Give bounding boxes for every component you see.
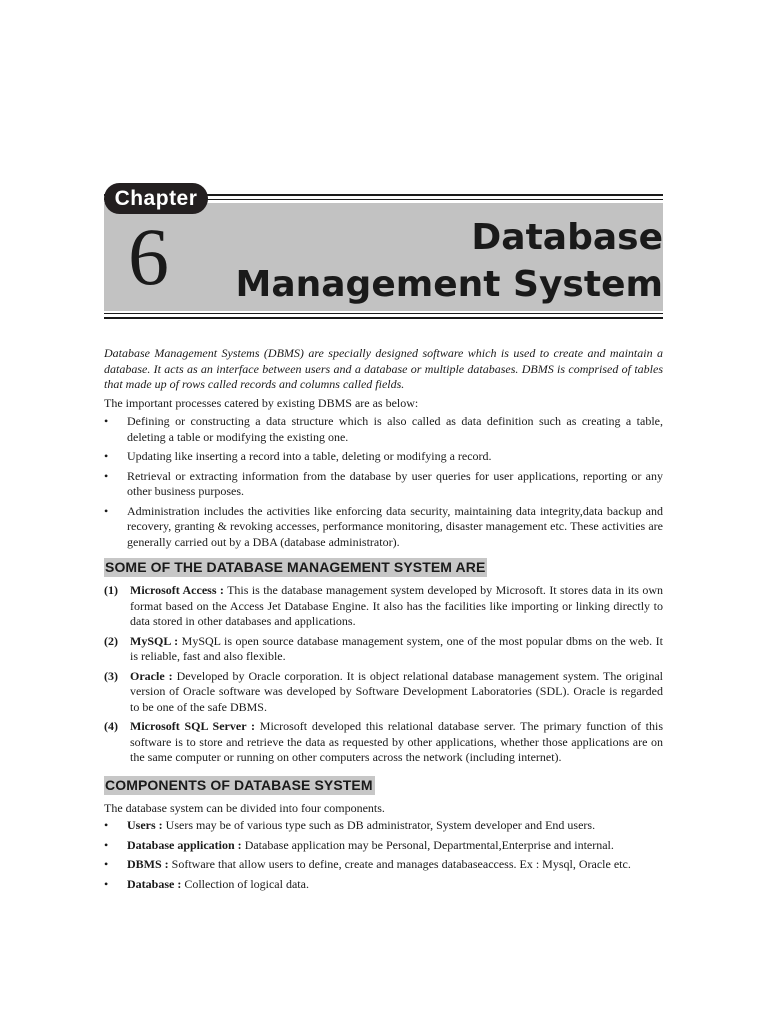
list-item: [104, 877, 663, 893]
list-item: • Administration includes the activities like enforcing data security, maintaining data integrity,data backup and recovery, granting & revoking accesses, performance monitoring, disaster management etc. These activities are generally carried out by a DBA (database administrator).: [104, 504, 663, 551]
item-term: Database :: [127, 876, 182, 891]
item-text: Software that allow users to define, create and manages databaseaccess. Ex : Mysql, Oracle etc.: [168, 857, 631, 871]
chapter-tab: Chapter: [104, 183, 208, 214]
item-number: (2): [104, 633, 118, 648]
chapter-title-line2: Management System: [235, 264, 663, 305]
list-item: [104, 838, 663, 854]
list-item: • Defining or constructing a data structure which is also called as data definition such as creating a table, deleting a table or modifying the existing one.: [104, 414, 663, 445]
chapter-body: [104, 346, 663, 896]
header-bottom-rule: [104, 317, 663, 319]
list-item: [104, 583, 663, 630]
components-list: [104, 818, 663, 892]
list-item: [104, 719, 663, 766]
list-item: [104, 818, 663, 834]
processes-lead: The important processes catered by existing DBMS are as below:: [104, 395, 419, 410]
item-term: Users :: [127, 818, 163, 832]
section-heading-dbms-list: SOME OF THE DATABASE MANAGEMENT SYSTEM ARE: [105, 559, 486, 575]
item-number: (4): [104, 719, 118, 733]
list-item: [104, 857, 663, 873]
item-text: Collection of logical data.: [181, 876, 309, 891]
item-term: DBMS :: [127, 857, 169, 871]
item-term: MySQL :: [130, 633, 179, 648]
section-heading-components: COMPONENTS OF DATABASE SYSTEM: [105, 776, 373, 793]
item-text: Developed by Oracle corporation. It is object relational database management system. The original version of Oracle software was developed by Software Development Laboratories (SDL). Oracle is regarded to be one of the safe DBMS.: [130, 668, 663, 714]
processes-list: [104, 414, 663, 550]
dbms-list: [104, 583, 663, 766]
intro-paragraph: Database Management Systems (DBMS) are specially designed software which is used to create and maintain a database. It acts as an interface between users and a database or multiple databases. DBMS is comprised of tables that made up of rows called records and columns called fields.: [104, 346, 663, 391]
item-term: Database application :: [127, 837, 242, 852]
list-item: • Retrieval or extracting information from the database by user queries for user applications, reporting or any other business purposes.: [104, 469, 663, 500]
chapter-title-line1: Database: [471, 217, 663, 258]
item-text: Microsoft developed this relational database server. The primary function of this software is to store and retrieve the data as requested by other applications, whether those applications are on the same computer or running on other computers across the network (including internet).: [130, 719, 664, 764]
header-bottom-rule-thin: [104, 313, 663, 314]
list-item: [104, 634, 663, 665]
item-number: (1): [104, 583, 118, 597]
item-number: (3): [104, 668, 118, 683]
components-lead: The database system can be divided into four components.: [104, 800, 385, 815]
list-item: [104, 669, 663, 716]
item-term: Microsoft Access :: [130, 583, 224, 597]
chapter-number: 6: [128, 211, 169, 302]
item-text: Database application may be Personal, Departmental,Enterprise and internal.: [241, 837, 614, 852]
item-term: Oracle :: [130, 668, 173, 683]
item-text: Users may be of various type such as DB administrator, System developer and End users.: [162, 818, 596, 832]
chapter-title: [236, 214, 663, 308]
list-item: • Updating like inserting a record into a table, deleting or modifying a record.: [104, 449, 663, 465]
item-text: This is the database management system developed by Microsoft. It stores data in its own format based on the Access Jet Database Engine. It also has the facilities like importing or linking directly to data stored in other databases and applications.: [130, 583, 663, 628]
item-text: MySQL is open source database management system, one of the most popular dbms on the web. It is reliable, fast and also flexible.: [130, 633, 663, 663]
item-term: Microsoft SQL Server :: [130, 719, 256, 733]
